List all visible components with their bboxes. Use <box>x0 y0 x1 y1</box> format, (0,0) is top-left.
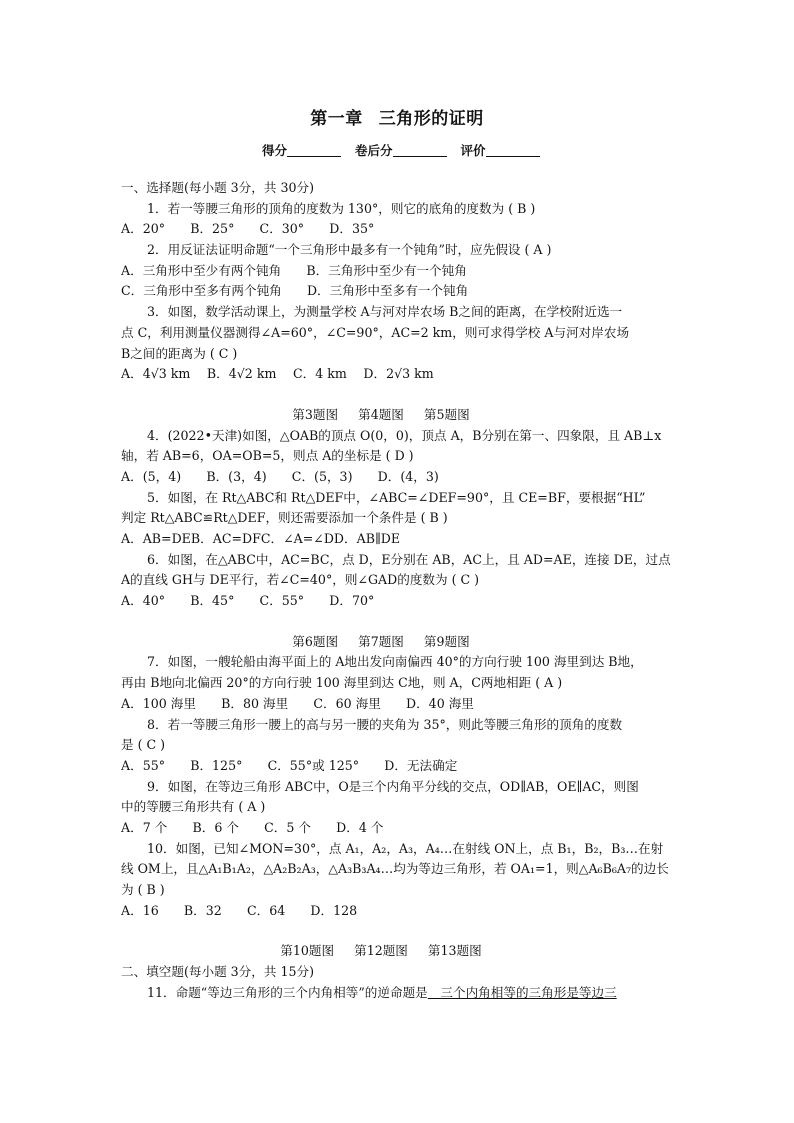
chapter-label: 第一章 <box>310 109 363 129</box>
question-7-cont: 再由 B地向北偏西 20°的方向行驶 100 海里到达 C地，则 A，C两地相距 ( A ) <box>121 675 563 691</box>
eval-blank[interactable] <box>486 144 540 157</box>
question-5-cont: 判定 Rt△ABC≌Rt△DEF，则还需要添加一个条件是 ( B ) <box>121 510 448 526</box>
question-7-options: A．100 海里 B．80 海里 C．60 海里 D．40 海里 <box>121 695 474 711</box>
figure-caption: 第3题图 <box>292 406 339 422</box>
question-6: 6．如图，在△ABC中，AC=BC，点 D，E分别在 AB，AC上，且 AD=AE，连接 DE，过点 <box>147 551 671 567</box>
question-7: 7．如图，一艘轮船由海平面上的 A地出发向南偏西 40°的方向行驶 100 海里到达 B地， <box>147 654 643 670</box>
after-score-label: 卷后分 <box>355 143 393 158</box>
question-2-options-2: C．三角形中至多有两个钝角 D．三角形中至多有一个钝角 <box>121 283 469 299</box>
question-1: 1．若一等腰三角形的顶角的度数为 130°，则它的底角的度数为 ( B ) <box>147 200 536 216</box>
score-label: 得分 <box>262 143 288 158</box>
question-2: 2．用反证法证明命题“一个三角形中最多有一个钝角”时，应先假设 ( A ) <box>147 242 552 258</box>
question-1-options: A．20° B．25° C．30° D．35° <box>121 221 375 237</box>
question-body <box>121 178 681 1003</box>
page-title <box>0 104 794 129</box>
figure-captions <box>121 941 681 962</box>
question-8-options: A．55° B．125° C．55°或 125° D．无法确定 <box>121 757 458 773</box>
question-10-options: A．16 B．32 C．64 D．128 <box>121 902 358 918</box>
figure-caption: 第6题图 <box>292 633 339 649</box>
figure-captions <box>121 632 681 653</box>
section-heading: 一、选择题(每小题 3分，共 30分) <box>121 180 314 195</box>
question-10-cont: 线 OM上，且△A₁B₁A₂，△A₂B₂A₃，△A₃B₃A₄…均为等边三角形，若 OA₁=1，则△A₆B₆A₇的边长 <box>121 861 669 877</box>
question-11 <box>121 983 681 1004</box>
figure-caption: 第7题图 <box>358 633 404 649</box>
question-11-answer: 三个内角相等的三角形是等边三 <box>427 984 617 1000</box>
question-3-options: A．4√3 km B．4√2 km C．4 km D．2√3 km <box>121 366 434 382</box>
question-9-cont: 中的等腰三角形共有 ( A ) <box>121 799 266 815</box>
figure-caption: 第12题图 <box>354 943 408 959</box>
question-10: 10．如图，已知∠MON=30°，点 A₁，A₂，A₃，A₄…在射线 ON上，点 B₁，B₂，B₃…在射 <box>147 840 664 856</box>
question-6-cont: A的直线 GH与 DE平行，若∠C=40°，则∠GAD的度数为 ( C ) <box>121 572 480 588</box>
question-8-cont: 是 ( C ) <box>121 737 166 753</box>
question-3-cont: 点 C，利用测量仪器测得∠A=60°，∠C=90°，AC=2 km，则可求得学校 A与河对岸农场 <box>121 324 630 340</box>
question-6-options: A．40° B．45° C．55° D．70° <box>121 593 375 609</box>
figure-caption: 第13题图 <box>427 943 482 959</box>
question-11-text: 11．命题“等边三角形的三个内角相等”的逆命题是 <box>147 984 428 1000</box>
question-9-options: A．7 个 B．6 个 C．5 个 D．4 个 <box>121 819 384 835</box>
figure-captions <box>121 405 681 426</box>
question-4-options: A．(5，4) B．(3，4) C．(5，3) D．(4，3) <box>121 468 439 484</box>
after-score-blank[interactable] <box>393 144 447 157</box>
figure-caption: 第10题图 <box>280 943 335 959</box>
question-5-options: A．AB=DEB．AC=DFC．∠A=∠DD．AB∥DE <box>121 531 401 546</box>
question-9: 9．如图，在等边三角形 ABC中，O是三个内角平分线的交点，OD∥AB，OE∥AC，则图 <box>147 778 639 794</box>
score-blank[interactable] <box>287 144 341 157</box>
score-bar <box>262 141 582 159</box>
section-heading: 二、填空题(每小题 3分，共 15分) <box>121 964 314 980</box>
question-4-cont: 轴，若 AB=6，OA=OB=5，则点 A的坐标是 ( D ) <box>121 448 414 464</box>
eval-label: 评价 <box>460 143 486 158</box>
question-10-cont: 为 ( B ) <box>121 882 165 897</box>
question-3-cont: B之间的距离为 ( C ) <box>121 345 238 361</box>
figure-caption: 第5题图 <box>423 406 470 422</box>
figure-caption: 第4题图 <box>358 406 404 422</box>
question-4: 4．(2022•天津)如图，△OAB的顶点 O(0，0)，顶点 A，B分别在第一、四象限，且 AB⊥x <box>147 427 662 443</box>
question-8: 8．若一等腰三角形一腰上的高与另一腰的夹角为 35°，则此等腰三角形的顶角的度数 <box>147 716 623 732</box>
question-3: 3．如图，数学活动课上，为测量学校 A与河对岸农场 B之间的距离，在学校附近选一 <box>147 304 623 320</box>
figure-caption: 第9题图 <box>423 633 470 649</box>
question-5: 5．如图，在 Rt△ABC和 Rt△DEF中，∠ABC=∠DEF=90°，且 CE=BF，要根据“HL” <box>147 489 646 505</box>
chapter-title: 三角形的证明 <box>378 109 484 129</box>
question-2-options-1: A．三角形中至少有两个钝角 B．三角形中至少有一个钝角 <box>121 262 467 278</box>
